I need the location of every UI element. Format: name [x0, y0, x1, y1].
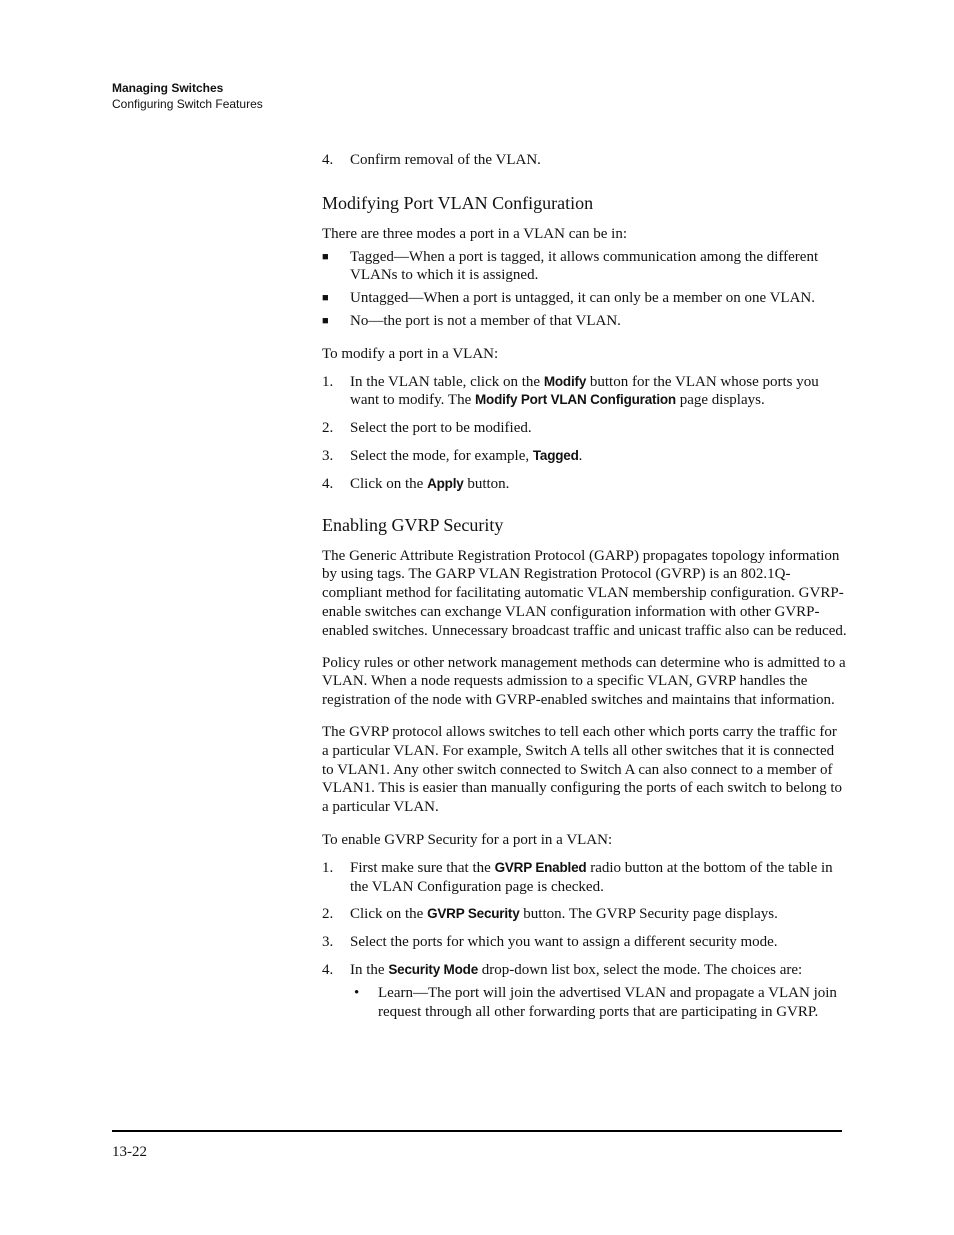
- step-text: Select the ports for which you want to assign a different security mode.: [350, 934, 778, 951]
- list-item-text: Learn—The port will join the advertised VLAN and propagate a VLAN join request through all other forwarding ports that are participating in GVRP.: [378, 984, 837, 1020]
- ui-term: Tagged: [532, 447, 579, 463]
- chapter-title: Managing Switches: [112, 81, 224, 95]
- list-item: [322, 859, 847, 897]
- list-item-text: No—the port is not a member of that VLAN.: [350, 312, 621, 329]
- step-number: 4.: [322, 961, 334, 978]
- step-text: Select the port to be modified.: [350, 420, 532, 437]
- page-number: 13-22: [112, 1144, 147, 1160]
- ui-term: Modify: [543, 373, 587, 389]
- main-content: [322, 151, 847, 1021]
- bullet-square-icon: ■: [322, 314, 329, 327]
- list-item: [322, 984, 847, 1022]
- list-item: [322, 475, 847, 494]
- step-text: Select the mode, for example,: [350, 447, 533, 464]
- list-item: [322, 312, 847, 331]
- list-item: [322, 151, 847, 170]
- list-item: [322, 248, 847, 286]
- step-text: button. The GVRP Security page displays.: [519, 906, 778, 923]
- list-item-text: Untagged—When a port is untagged, it can only be a member on one VLAN.: [350, 290, 816, 307]
- step-text: In the VLAN table, click on the: [350, 373, 544, 390]
- section-heading-gvrp-security: Enabling GVRP Security: [322, 514, 504, 535]
- section-heading-modify-port: Modifying Port VLAN Configuration: [322, 192, 594, 213]
- list-item: [322, 961, 847, 980]
- step-text: .: [578, 447, 583, 464]
- ui-term: GVRP Security: [427, 906, 520, 922]
- running-header: [112, 80, 263, 112]
- step-text: First make sure that the: [350, 859, 495, 876]
- paragraph: The Generic Attribute Registration Protocol (GARP) propagates topology information by using tags. The GARP VLAN Registration Protocol (GVRP) is an 802.1Q-compliant method for facilitating automatic VLAN membership configuration. GVRP-enable switches can exchange VLAN configuration information with other GVRP-enabled switches. Unnecessary broadcast traffic and unicast traffic also can be reduced.: [322, 547, 847, 639]
- step-text: button.: [463, 475, 510, 492]
- ui-term: Apply: [427, 475, 464, 491]
- list-item: [322, 933, 847, 952]
- list-item-text: Tagged—When a port is tagged, it allows communication among the different VLANs to which it is assigned.: [350, 248, 819, 284]
- list-item: [322, 905, 847, 924]
- step-number: 2.: [322, 420, 334, 437]
- section-title: Configuring Switch Features: [112, 97, 263, 111]
- paragraph: Policy rules or other network management methods can determine who is admitted to a VLAN. When a node requests admission to a specific VLAN, GVRP handles the registration of the node with GVRP-enabled switches and maintains that information.: [322, 654, 846, 709]
- paragraph: To modify a port in a VLAN:: [322, 345, 499, 362]
- step-text: In the: [350, 961, 389, 978]
- ui-term: Modify Port VLAN Configuration: [474, 392, 676, 408]
- step-number: 1.: [322, 373, 334, 390]
- step-number: 1.: [322, 859, 334, 876]
- list-item: [322, 373, 847, 411]
- bullet-dot-icon: •: [354, 984, 360, 1001]
- step-text: drop-down list box, select the mode. The choices are:: [478, 961, 803, 978]
- bullet-square-icon: ■: [322, 292, 329, 305]
- bullet-square-icon: ■: [322, 250, 329, 263]
- step-text: button for the VLAN whose ports you want to modify. The: [350, 373, 819, 409]
- paragraph: There are three modes a port in a VLAN can be in:: [322, 225, 628, 242]
- paragraph: To enable GVRP Security for a port in a VLAN:: [322, 831, 613, 848]
- footer-rule: [112, 1130, 842, 1132]
- list-item: [322, 419, 847, 438]
- ui-term: Security Mode: [388, 961, 479, 977]
- step-text: Click on the: [350, 475, 428, 492]
- step-number: 2.: [322, 906, 334, 923]
- step-number: 3.: [322, 934, 334, 951]
- list-item: [322, 447, 847, 466]
- step-text: radio button at the bottom of the table in the VLAN Configuration page is checked.: [350, 859, 833, 895]
- list-item: [322, 289, 847, 308]
- step-number: 4.: [322, 152, 334, 168]
- step-text: Click on the: [350, 906, 428, 923]
- step-number: 4.: [322, 475, 334, 492]
- ui-term: GVRP Enabled: [494, 859, 587, 875]
- step-number: 3.: [322, 447, 334, 464]
- paragraph: The GVRP protocol allows switches to tell each other which ports carry the traffic for a particular VLAN. For example, Switch A tells all other switches that it is connected to VLAN1. Any other switch connected to Switch A can also connect to a member of VLAN1. This is easier than manually configuring the ports of each switch to belong to a particular VLAN.: [322, 723, 843, 816]
- step-text: page displays.: [675, 392, 765, 409]
- step-text: Confirm removal of the VLAN.: [350, 152, 541, 168]
